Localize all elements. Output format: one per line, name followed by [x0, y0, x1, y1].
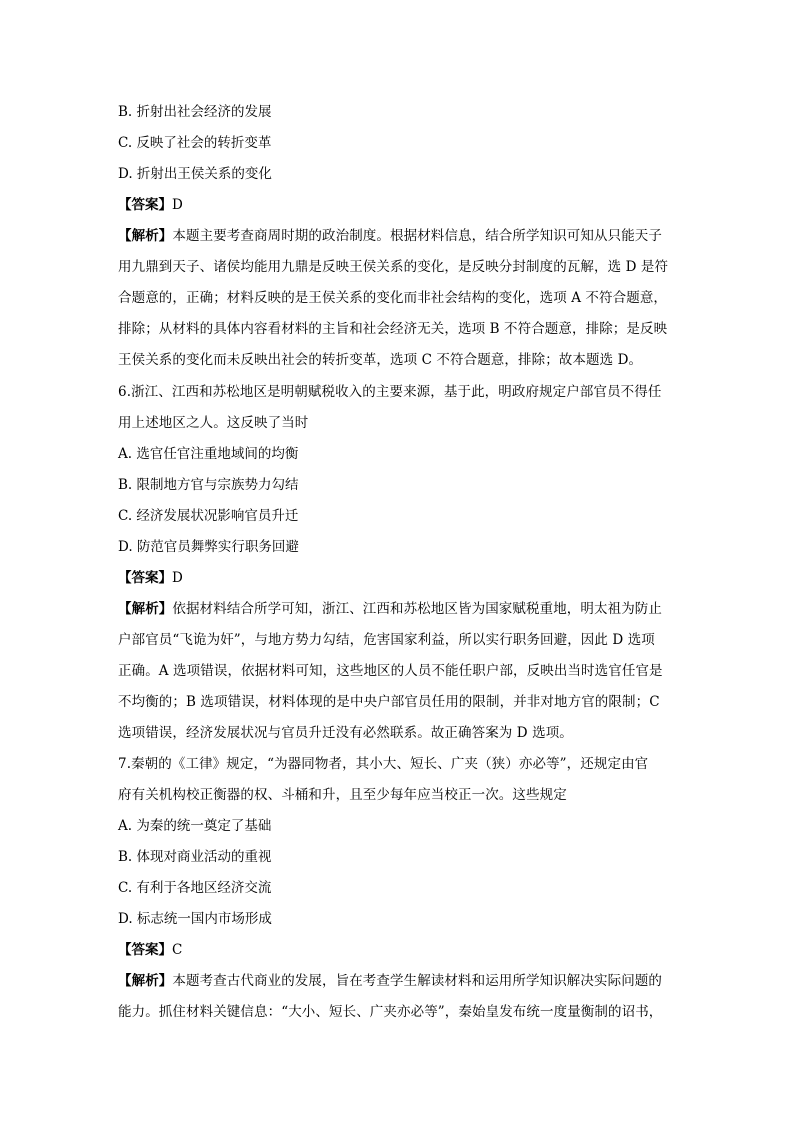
q6-analysis-line-3: 正确。A 选项错误，依据材料可知，这些地区的人员不能任职户部，反映出当时选官任官是 [118, 663, 663, 679]
q6-analysis-line-5: 选项错误，经济发展状况与官员升迁没有必然联系。故正确答案为 D 选项。 [118, 725, 573, 741]
q6-option-d: D. 防范官员舞弊实行职务回避 [118, 539, 299, 555]
q7-option-d: D. 标志统一国内市场形成 [118, 911, 272, 927]
q7-option-a: A. 为秦的统一奠定了基础 [118, 818, 272, 834]
q6-analysis-label: 【解析】 [118, 601, 173, 617]
q5-analysis-line-2: 用九鼎到天子、诸侯均能用九鼎是反映王侯关系的变化，是反映分封制度的瓦解，选 D 是符 [118, 259, 669, 275]
q7-stem-line-2: 府有关机构校正衡器的权、斗桶和升，且至少每年应当校正一次。这些规定 [118, 787, 567, 803]
q6-analysis-line-4: 不均衡的；B 选项错误，材料体现的是中央户部官员任用的限制，并非对地方官的限制；C [118, 694, 660, 710]
q7-analysis-label: 【解析】 [118, 973, 173, 989]
q5-analysis-line-1 [118, 226, 678, 246]
q5-analysis-text-1: 本题主要考查商周时期的政治制度。根据材料信息，结合所学知识可知从只能天子 [172, 228, 663, 244]
q7-option-c: C. 有利于各地区经济交流 [118, 880, 272, 896]
q5-option-d: D. 折射出王侯关系的变化 [118, 166, 272, 182]
q6-analysis-line-2: 户部官员“飞诡为奸”，与地方势力勾结，危害国家利益，所以实行职务回避，因此 D 选项 [118, 632, 655, 648]
q6-option-a: A. 选官任官注重地域间的均衡 [118, 446, 299, 462]
q5-answer [118, 195, 678, 215]
q6-stem-line-2: 用上述地区之人。这反映了当时 [118, 415, 309, 431]
q7-answer-label: 【答案】 [118, 942, 172, 958]
q6-answer [118, 568, 678, 588]
q5-answer-label: 【答案】 [118, 197, 172, 213]
q5-analysis-label: 【解析】 [118, 228, 173, 244]
q6-answer-label: 【答案】 [118, 570, 172, 586]
q7-analysis-text-1: 本题考查古代商业的发展，旨在考查学生解读材料和运用所学知识解决实际问题的 [172, 973, 663, 989]
q5-option-b: B. 折射出社会经济的发展 [118, 104, 272, 120]
q7-analysis-line-2: 能力。抓住材料关键信息：“大小、短长、广夹亦必等”，秦始皇发布统一度量衡制的诏书， [118, 1004, 663, 1020]
q5-answer-value: D [172, 197, 183, 213]
q6-analysis-text-1: 依据材料结合所学可知，浙江、江西和苏松地区皆为国家赋税重地，明太祖为防止 [172, 601, 663, 617]
q6-answer-value: D [172, 570, 183, 586]
q7-analysis-line-1 [118, 971, 678, 991]
q5-analysis-line-5: 王侯关系的变化而未反映出社会的转折变革，选项 C 不符合题意，排除；故本题选 D。 [118, 352, 643, 368]
q7-answer-value: C [172, 942, 183, 958]
q7-stem-line-1: 7.秦朝的《工律》规定，“为器同物者，其小大、短长、广夹（狭）亦必等”，还规定由官 [118, 756, 649, 772]
q7-answer [118, 940, 678, 960]
q5-analysis-line-4: 排除；从材料的具体内容看材料的主旨和社会经济无关，选项 B 不符合题意，排除；是反映 [118, 321, 668, 337]
q5-option-c: C. 反映了社会的转折变革 [118, 135, 272, 151]
q5-analysis-line-3: 合题意的，正确；材料反映的是王侯关系的变化而非社会结构的变化，选项 A 不符合题意， [118, 290, 668, 306]
q7-option-b: B. 体现对商业活动的重视 [118, 849, 272, 865]
q6-analysis-line-1 [118, 599, 678, 619]
q6-option-c: C. 经济发展状况影响官员升迁 [118, 508, 299, 524]
q6-option-b: B. 限制地方官与宗族势力勾结 [118, 477, 299, 493]
q6-stem-line-1: 6.浙江、江西和苏松地区是明朝赋税收入的主要来源，基于此，明政府规定户部官员不得任 [118, 384, 662, 400]
